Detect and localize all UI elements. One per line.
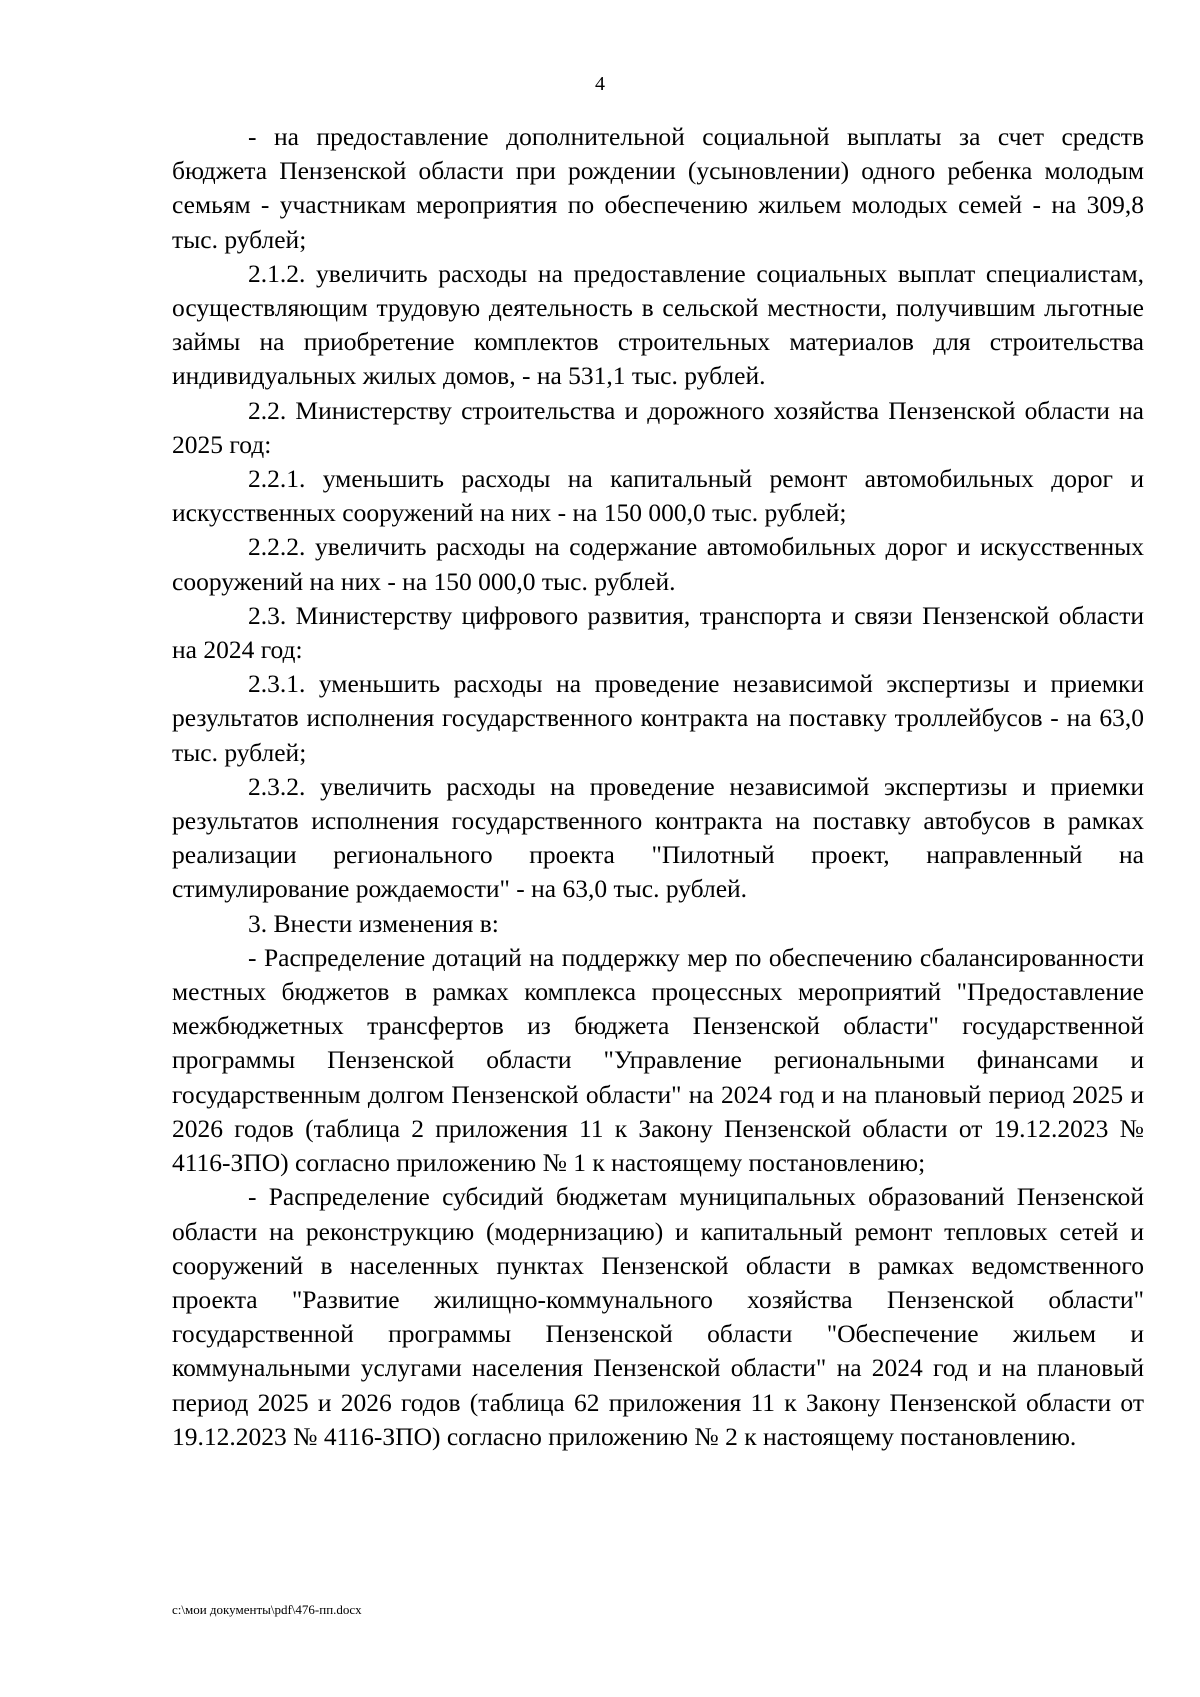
page-number: 4 — [595, 73, 605, 95]
paragraph-2-3-2: 2.3.2. увеличить расходы на проведение независимой экспертизы и приемки результатов исполнения государственного контракта на поставку автобусов в рамках реализации регионального проекта "Пилотный проект, направленный на стимулирование рождаемости" - на 63,0 тыс. рублей. — [172, 771, 1144, 904]
paragraph-2-2: 2.2. Министерству строительства и дорожного хозяйства Пензенской области на 2025 год: — [172, 395, 1144, 459]
document-body — [172, 120, 1144, 1454]
paragraph-heating-networks-distribution: - Распределение субсидий бюджетам муниципальных образований Пензенской области на реконструкцию (модернизацию) и капитальный ремонт тепловых сетей и сооружений в населенных пунктах Пензенской области в рамках ведомственного проекта "Развитие жилищно-коммунального хозяйства Пензенской области" государственной программы Пензенской области "Обеспечение жильем и коммунальными услугами населения Пензенской области" на 2024 год и на плановый период 2025 и 2026 годов (таблица 62 приложения 11 к Закону Пензенской области от 19.12.2023 № 4116-ЗПО) согласно приложению № 2 к настоящему постановлению. — [172, 1182, 1144, 1451]
paragraph-2-3-1: 2.3.1. уменьшить расходы на проведение независимой экспертизы и приемки результатов исполнения государственного контракта на поставку троллейбусов - на 63,0 тыс. рублей; — [172, 669, 1144, 767]
paragraph-2-1-2: 2.1.2. увеличить расходы на предоставление социальных выплат специалистам, осуществляющим трудовую деятельность в сельской местности, получившим льготные займы на приобретение комплектов строительных материалов для строительства индивидуальных жилых домов, - на 531,1 тыс. рублей. — [172, 258, 1144, 391]
paragraph-social-payment-young-families: - на предоставление дополнительной социальной выплаты за счет средств бюджета Пензенской области при рождении (усыновлении) одного ребенка молодым семьям - участникам мероприятия по обеспечению жильем молодых семей - на 309,8 тыс. рублей; — [172, 122, 1144, 254]
paragraph-3: 3. Внести изменения в: — [248, 908, 499, 938]
paragraph-subsidies-distribution: - Распределение дотаций на поддержку мер по обеспечению сбалансированности местных бюджетов в рамках комплекса процессных мероприятий "Предоставление межбюджетных трансфертов из бюджета Пензенской области" государственной программы Пензенской области "Управление региональными финансами и государственным долгом Пензенской области" на 2024 год и на плановый период 2025 и 2026 годов (таблица 2 приложения 11 к Закону Пензенской области от 19.12.2023 № 4116-ЗПО) согласно приложению № 1 к настоящему постановлению; — [172, 942, 1144, 1178]
paragraph-2-3: 2.3. Министерству цифрового развития, транспорта и связи Пензенской области на 2024 год: — [172, 600, 1144, 665]
paragraph-2-2-1: 2.2.1. уменьшить расходы на капитальный ремонт автомобильных дорог и искусственных сооружений на них - на 150 000,0 тыс. рублей; — [172, 464, 1144, 528]
paragraph-2-2-2: 2.2.2. увеличить расходы на содержание автомобильных дорог и искусственных сооружений на них - на 150 000,0 тыс. рублей. — [172, 532, 1144, 596]
footer-file-path: c:\мои документы\pdf\476-пп.docx — [172, 1602, 362, 1617]
